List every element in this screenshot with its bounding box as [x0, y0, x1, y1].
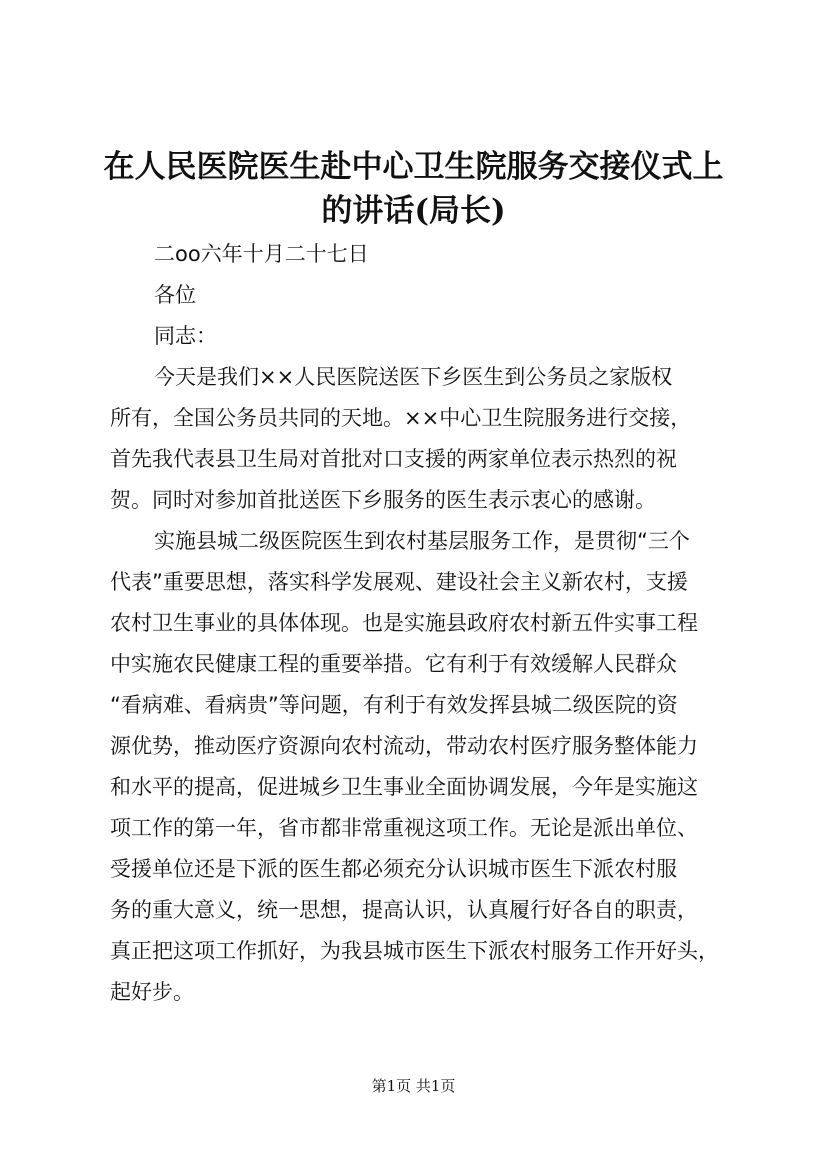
paragraph-line: 首先我代表县卫生局对首批对口支援的两家单位表示热烈的祝: [110, 447, 677, 471]
paragraph-line: “看病难、看病贵”等问题，有利于有效发挥县城二级医院的资: [110, 693, 678, 717]
paragraph-line: 今天是我们××人民医院送医下乡医生到公务员之家版权: [154, 365, 673, 389]
paragraph-line: 项工作的第一年，省市都非常重视这项工作。无论是派出单位、: [110, 816, 698, 840]
paragraph-1: [110, 357, 730, 521]
title-line: 在人民医院医生赴中心卫生院服务交接仪式上: [103, 149, 724, 185]
paragraph-line: 和水平的提高，促进城乡卫生事业全面协调发展，今年是实施这: [110, 775, 698, 799]
paragraph-2: [110, 521, 730, 1013]
paragraph-line: 中实施农民健康工程的重要举措。它有利于有效缓解人民群众: [110, 652, 677, 676]
paragraph-line: 起好步。: [110, 980, 194, 1004]
paragraph-line: 实施县城二级医院医生到农村基层服务工作，是贯彻“三个: [154, 529, 690, 553]
document-date: 二oo六年十月二十七日: [154, 242, 369, 266]
paragraph-line: 代表”重要思想，落实科学发展观、建设社会主义新农村，支援: [110, 570, 688, 594]
salutation-line: 各位: [154, 283, 196, 307]
paragraph-line: 贺。同时对参加首批送医下乡服务的医生表示衷心的感谢。: [110, 488, 656, 512]
document-title: [100, 145, 727, 233]
paragraph-line: 真正把这项工作抓好，为我县城市医生下派农村服务工作开好头，: [110, 939, 719, 963]
paragraph-line: 务的重大意义，统一思想，提高认识，认真履行好各自的职责，: [110, 898, 698, 922]
paragraph-line: 农村卫生事业的具体体现。也是实施县政府农村新五件实事工程: [110, 611, 698, 635]
document-body: [110, 234, 730, 1013]
paragraph-line: 源优势，推动医疗资源向农村流动，带动农村医疗服务整体能力: [110, 734, 698, 758]
paragraph-line: 所有，全国公务员共同的天地。××中心卫生院服务进行交接，: [110, 406, 692, 430]
salutation-line: 同志：: [154, 324, 217, 348]
page-number-footer: 第1页 共1页: [371, 1077, 456, 1095]
title-line: 的讲话(局长): [321, 193, 506, 229]
paragraph-line: 受援单位还是下派的医生都必须充分认识城市医生下派农村服: [110, 857, 677, 881]
